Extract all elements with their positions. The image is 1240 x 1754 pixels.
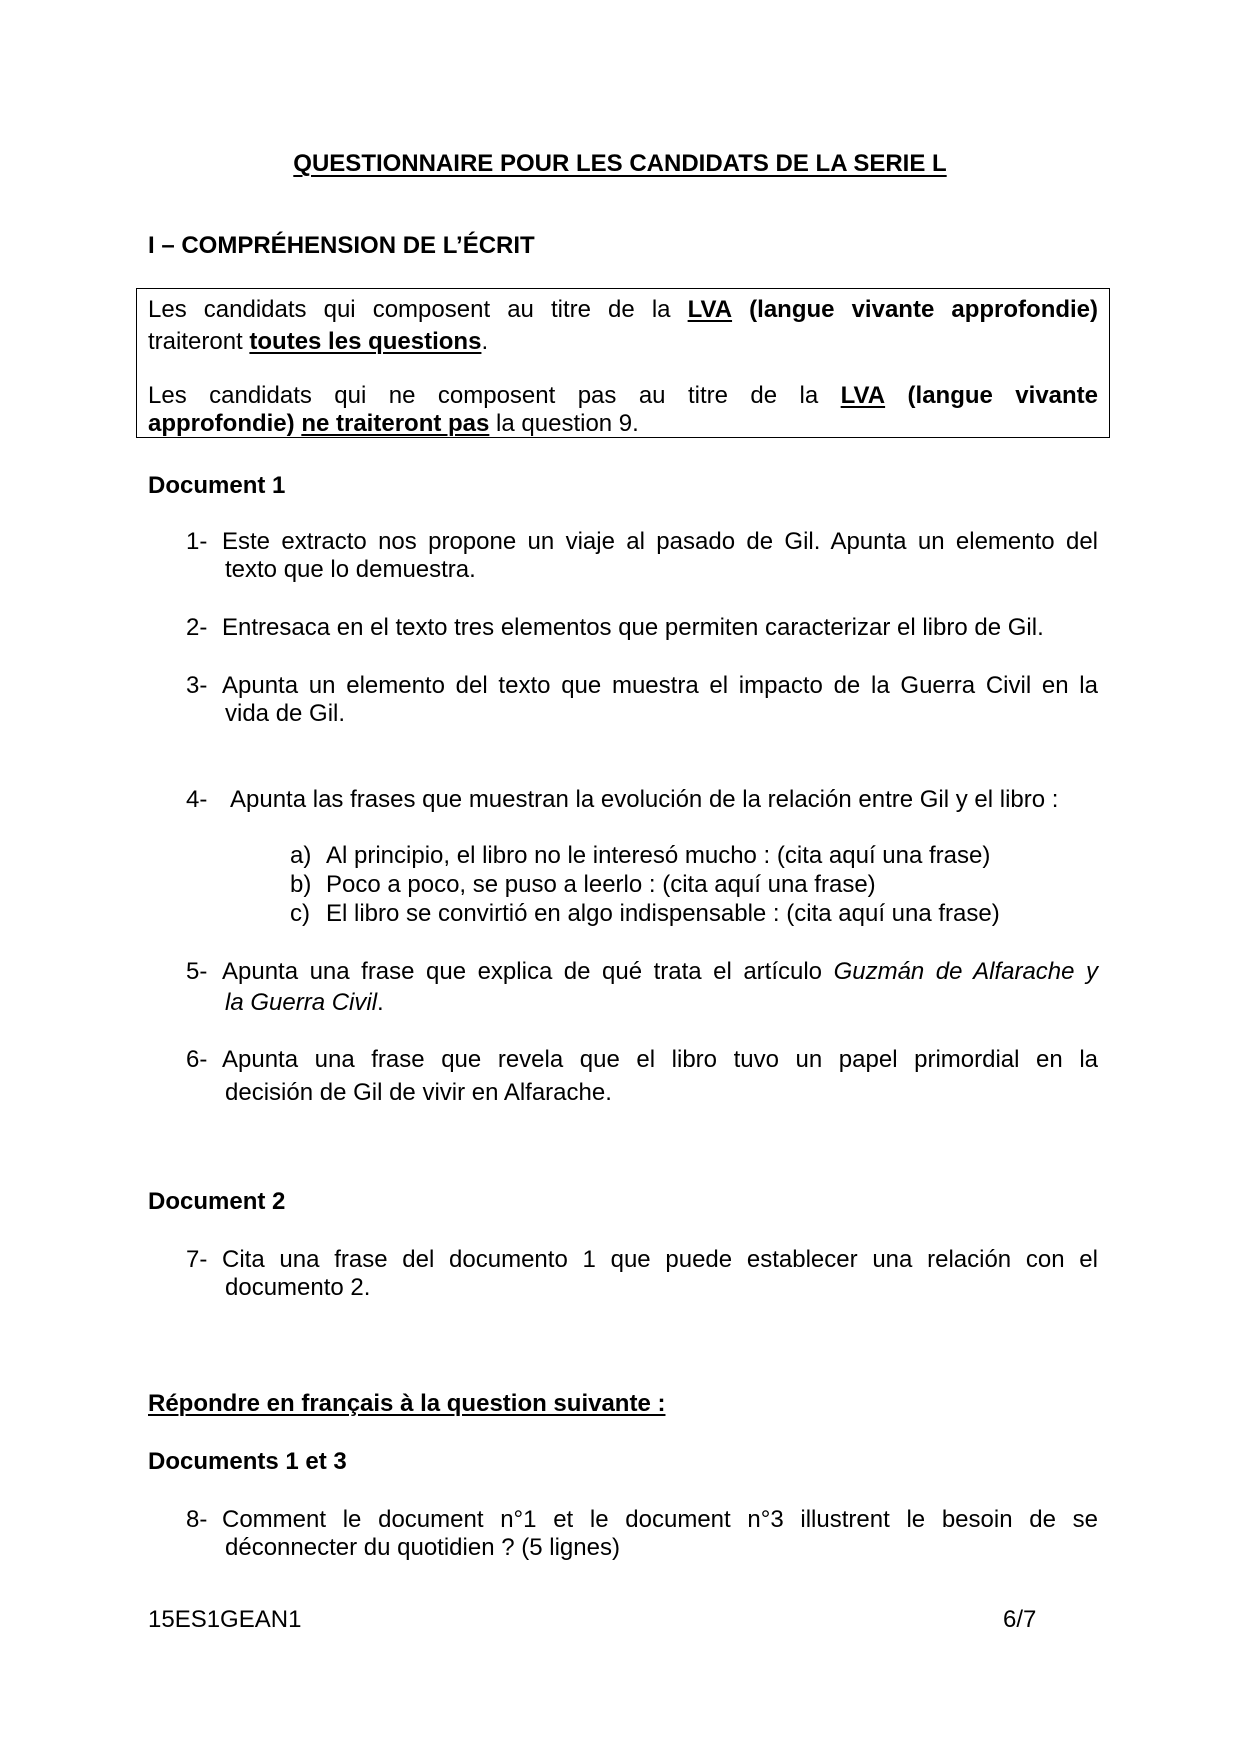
sub-item-label: a): [290, 842, 312, 869]
question-number: 5-: [186, 958, 208, 985]
lva-definition: approfondie): [148, 410, 295, 437]
article-title: la Guerra Civil: [225, 989, 378, 1016]
section-heading: I – COMPRÉHENSION DE L’ÉCRIT: [148, 232, 535, 259]
question-number: 4-: [186, 786, 208, 813]
notice-text: Les candidats qui ne composent pas au titre de la: [148, 382, 819, 409]
notice-text: .: [481, 328, 489, 355]
question-5-text-part: .: [377, 989, 384, 1016]
sub-item-label: c): [290, 900, 310, 927]
lva-label: LVA: [687, 296, 733, 323]
notice-text: traiteront: [148, 328, 243, 355]
question-7-text-cont: documento 2.: [225, 1274, 371, 1301]
sub-item-text: Al principio, el libro no le interesó mucho : (cita aquí una frase): [326, 842, 991, 869]
question-5-text: [222, 958, 1098, 986]
question-6-text: Apunta una frase que revela que el libro tuvo un papel primordial en la: [222, 1046, 1098, 1073]
question-6-text-cont: decisión de Gil de vivir en Alfarache.: [225, 1079, 612, 1106]
document-1-heading: Document 1: [148, 472, 286, 499]
documents-1-3-heading: Documents 1 et 3: [148, 1448, 347, 1475]
question-7-text: Cita una frase del documento 1 que puede establecer una relación con el: [222, 1246, 1098, 1273]
question-3-text: Apunta un elemento del texto que muestra el impacto de la Guerra Civil en la: [222, 672, 1098, 699]
notice-text: Les candidats qui composent au titre de la: [148, 296, 671, 323]
sub-item-text: Poco a poco, se puso a leerlo : (cita aquí una frase): [326, 871, 876, 898]
question-1-text: Este extracto nos propone un viaje al pasado de Gil. Apunta un elemento del: [222, 528, 1098, 555]
document-2-heading: Document 2: [148, 1188, 286, 1215]
question-number: 3-: [186, 672, 208, 699]
lva-definition: (langue vivante approfondie): [749, 296, 1099, 323]
notice-line-2: [148, 328, 1098, 356]
not-treat-emphasis: ne traiteront pas: [301, 410, 490, 437]
question-number: 2-: [186, 614, 208, 641]
notice-line-4: [148, 410, 1098, 438]
question-1-text-cont: texto que lo demuestra.: [225, 556, 476, 583]
notice-line-3: [148, 382, 1098, 410]
question-8-text-cont: déconnecter du quotidien ? (5 lignes): [225, 1534, 620, 1561]
page-title: QUESTIONNAIRE POUR LES CANDIDATS DE LA SERIE L: [293, 150, 947, 177]
question-3-text-cont: vida de Gil.: [225, 700, 346, 727]
question-number: 6-: [186, 1046, 208, 1073]
article-title: Guzmán de Alfarache y: [833, 958, 1099, 985]
question-number: 8-: [186, 1506, 208, 1533]
notice-text: la question 9.: [496, 410, 639, 437]
lva-label: LVA: [840, 382, 886, 409]
french-instruction: Répondre en français à la question suivante :: [148, 1390, 666, 1417]
question-number: 1-: [186, 528, 208, 555]
lva-definition: (langue vivante: [907, 382, 1099, 409]
question-number: 7-: [186, 1246, 208, 1273]
question-2-text: Entresaca en el texto tres elementos que permiten caracterizar el libro de Gil.: [222, 614, 1044, 641]
question-5-text-cont: [225, 989, 1098, 1017]
question-5-text-part: Apunta una frase que explica de qué trata el artículo: [222, 958, 823, 985]
sub-item-text: El libro se convirtió en algo indispensable : (cita aquí una frase): [326, 900, 1000, 927]
all-questions-emphasis: toutes les questions: [249, 328, 482, 355]
notice-line-1: [148, 296, 1098, 324]
page-number: 6/7: [1003, 1606, 1037, 1633]
question-8-text: Comment le document n°1 et le document n°3 illustrent le besoin de se: [222, 1506, 1098, 1533]
footer-code: 15ES1GEAN1: [148, 1606, 302, 1633]
question-4-text: Apunta las frases que muestran la evolución de la relación entre Gil y el libro :: [230, 786, 1059, 813]
sub-item-label: b): [290, 871, 312, 898]
